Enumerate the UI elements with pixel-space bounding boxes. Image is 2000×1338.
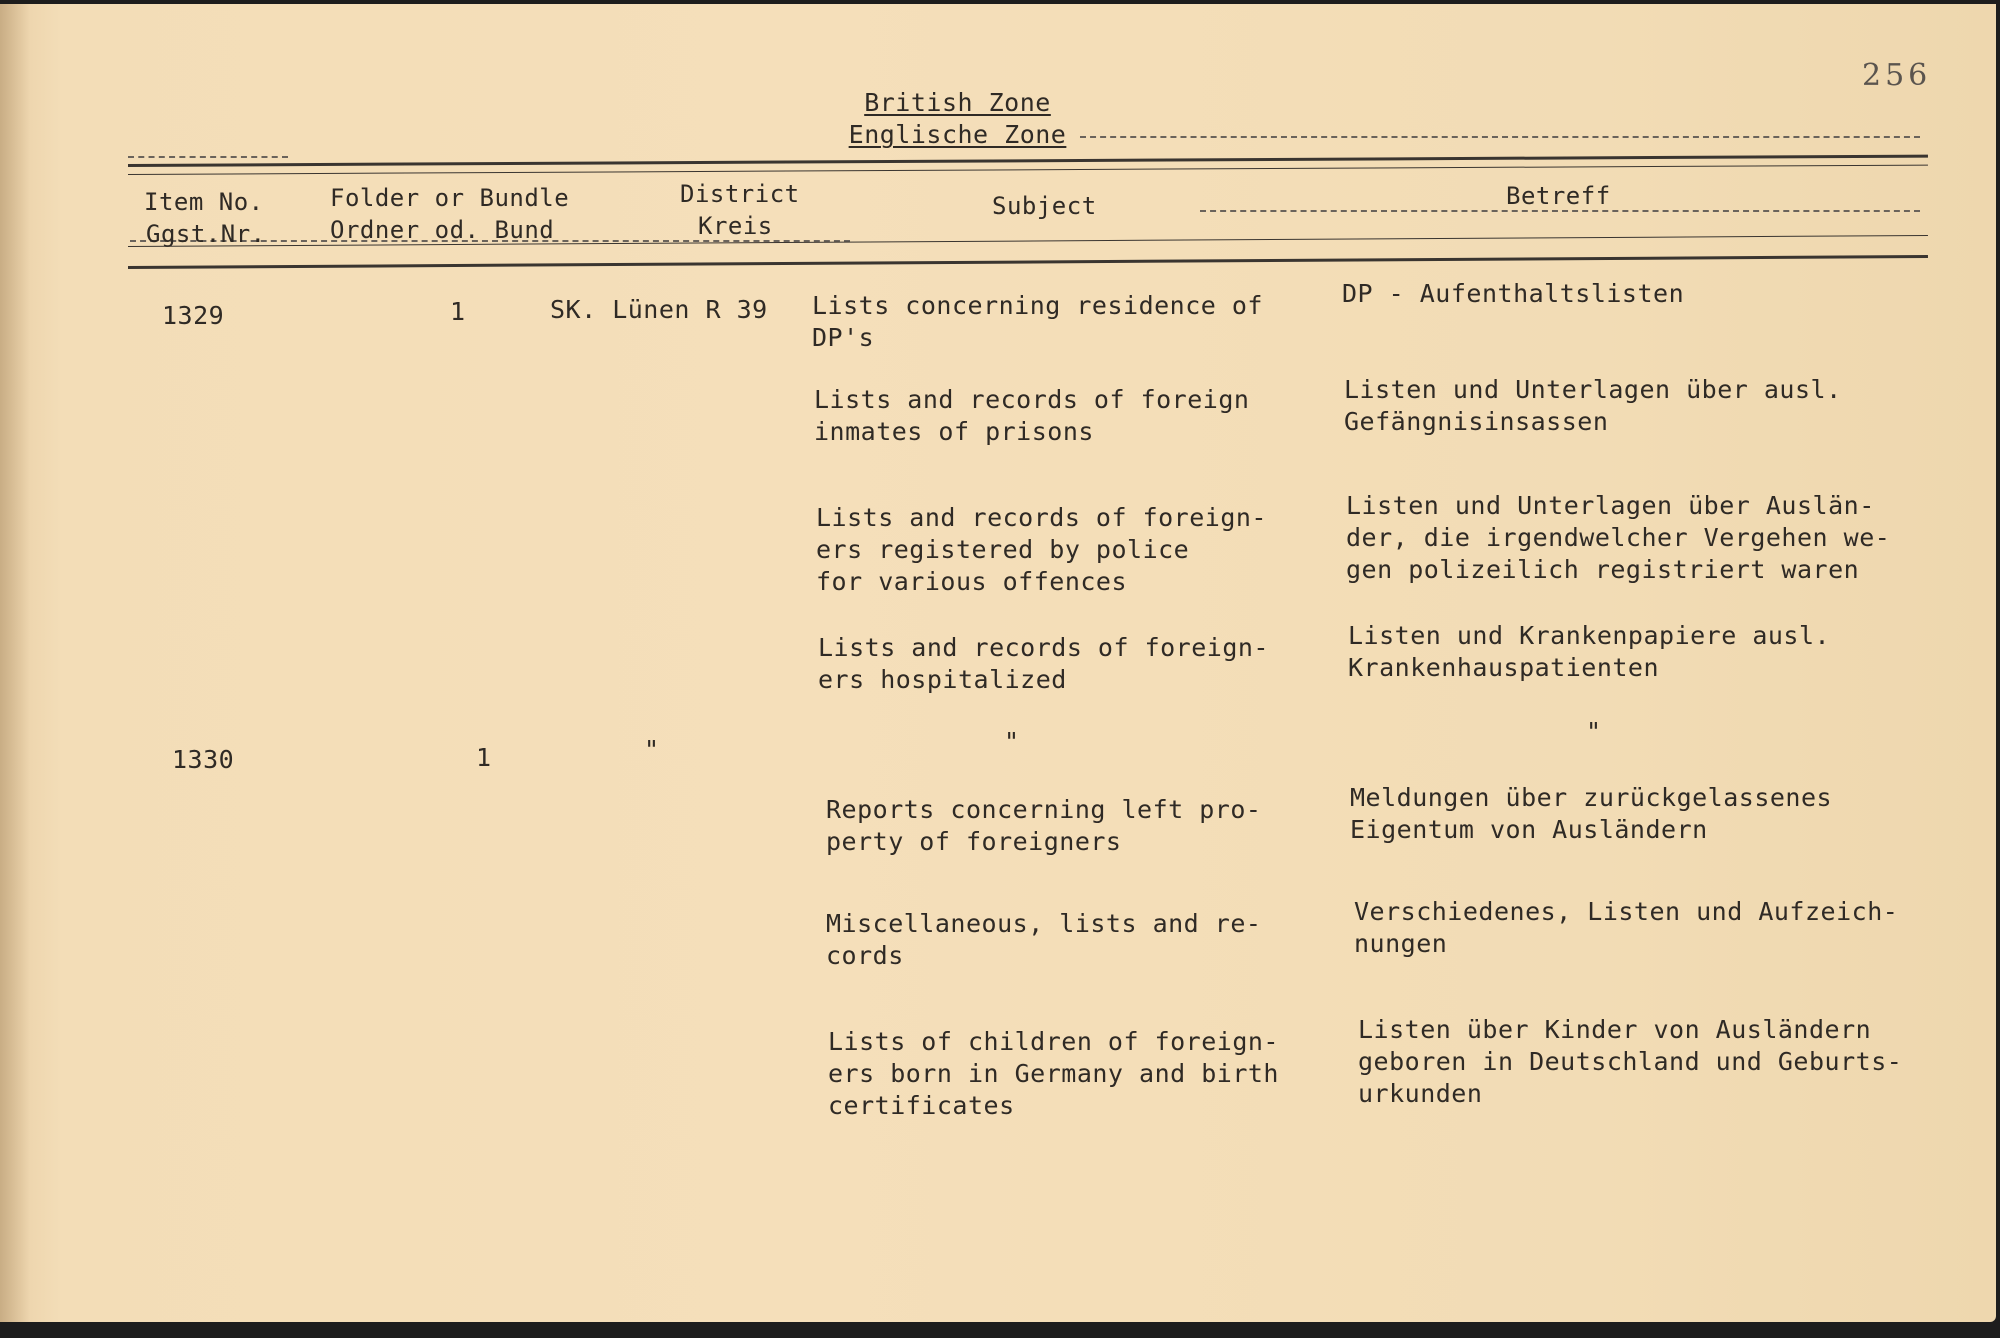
- col-header-subject: Subject: [992, 192, 1097, 220]
- subject-en: Lists and records of foreign- ers hospitalized: [818, 633, 1269, 694]
- subject-de: Listen und Unterlagen über Auslän- der, die irgendwelcher Vergehen we- gen polizeilich registriert waren: [1346, 491, 1891, 584]
- subject-de: Listen und Unterlagen über ausl. Gefängnisinsassen: [1344, 375, 1842, 436]
- subject-en: Miscellaneous, lists and re- cords: [826, 909, 1262, 970]
- folder-number: 1: [476, 743, 492, 772]
- subject-en: ": [1004, 727, 1020, 756]
- subject-en: Lists and records of foreign inmates of prisons: [814, 385, 1250, 446]
- header-rule-top-thin: [128, 165, 1928, 175]
- zone-title-en: [0, 88, 1915, 117]
- document-page: [0, 4, 1996, 1322]
- page-number: 256: [1862, 58, 1932, 93]
- dashed-rule: [1080, 136, 1920, 138]
- subject-de: Listen über Kinder von Ausländern geboren in Deutschland und Geburts- urkunden: [1358, 1015, 1903, 1108]
- col-header-betreff: Betreff: [1506, 182, 1611, 210]
- col-header-folder-en: Folder or Bundle: [330, 184, 570, 212]
- subject-en: Lists and records of foreign- ers registered by police for various offences: [816, 503, 1267, 596]
- subject-de: DP - Aufenthaltslisten: [1342, 279, 1685, 308]
- folder-number: 1: [450, 297, 466, 326]
- col-header-item-en: Item No.: [144, 188, 264, 216]
- col-header-folder-de: Ordner od. Bund: [330, 216, 555, 244]
- zone-title-de-text: Englische Zone: [848, 120, 1067, 149]
- subject-en: Reports concerning left pro- perty of foreigners: [826, 795, 1262, 856]
- zone-title-en-text: British Zone: [864, 88, 1051, 117]
- district: SK. Lünen R 39: [550, 295, 768, 324]
- dashed-rule: [128, 156, 288, 158]
- subject-en: Lists concerning residence of DP's: [812, 291, 1263, 352]
- col-header-district-en: District: [680, 180, 800, 208]
- subject-de: ": [1586, 717, 1602, 746]
- zone-title-de: [0, 120, 1915, 149]
- col-header-item-de: Ggst.Nr.: [146, 220, 266, 248]
- district: ": [644, 735, 660, 764]
- subject-en: Lists of children of foreign- ers born in Germany and birth certificates: [828, 1027, 1279, 1120]
- item-number: 1329: [162, 301, 225, 330]
- col-header-district-de: Kreis: [698, 212, 773, 240]
- item-number: 1330: [172, 745, 235, 774]
- subject-de: Listen und Krankenpapiere ausl. Krankenhauspatienten: [1348, 621, 1831, 682]
- header-rule-bottom: [128, 255, 1928, 269]
- subject-de: Meldungen über zurückgelassenes Eigentum von Ausländern: [1350, 783, 1833, 844]
- subject-de: Verschiedenes, Listen und Aufzeich- nungen: [1354, 897, 1899, 958]
